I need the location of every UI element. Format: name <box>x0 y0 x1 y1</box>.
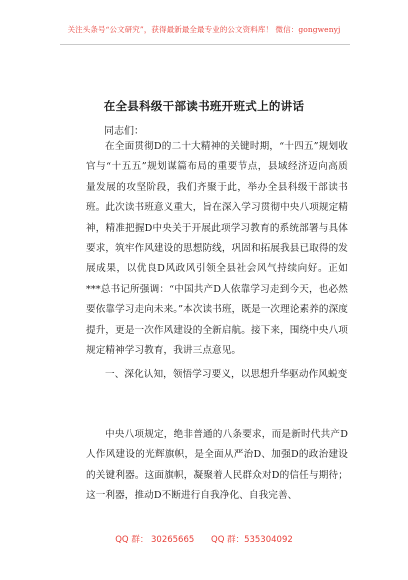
paragraph-section-1: 中央八项规定，绝非普通的八条要求，而是新时代共产D人作风建设的光辉旗帜，是全面从严治D、加强D的政治建设的关键利器。这面旗帜，凝聚着人民群众对D的信任与期待；这一利器，推动D不断进行自我净化、自我完善、 <box>86 429 348 502</box>
section-heading-1: 一、深化认知，领悟学习要义，以思想升华驱动作风蜕变 <box>105 369 348 380</box>
greeting: 同志们： <box>104 126 144 137</box>
footer-qq-group-2: QQ 群：535304092 <box>211 535 293 545</box>
footer-contacts <box>0 533 408 545</box>
header-notice: 关注头条号“公文研究”，获得最新最全最专业的公文资料库！ 微信：gongwenyj <box>67 25 341 34</box>
paragraph-intro: 在全面贯彻D的二十大精神的关键时期，“十四五”规划收官与“十五五”规划谋篇布局的重要节点，县域经济迈向高质量发展的攻坚阶段，我们齐聚于此，举办全县科级干部读书班。此次读书班意义重大，旨在深入学习贯彻中央八项规定精神，精准把握D中央关于开展此项学习教育的系统部署与具体要求，筑牢作风建设的思想防线，巩固和拓展我县已取得的发展成果，以优良D风政风引领全县社会风气持续向好。正如***总书记所强调：“中国共产D人依靠学习走到今天，也必然要依靠学习走向未来。”本次读书班，既是一次理论素养的深度提升，更是一次作风建设的全新启航。接下来，围绕中央八项规定精神学习教育，我讲三点意见。 <box>86 141 348 357</box>
header-divider <box>60 44 350 45</box>
document-title: 在全县科级干部读书班开班式上的讲话 <box>103 99 305 113</box>
footer-qq-group-1: QQ 群： 30265665 <box>115 535 195 545</box>
